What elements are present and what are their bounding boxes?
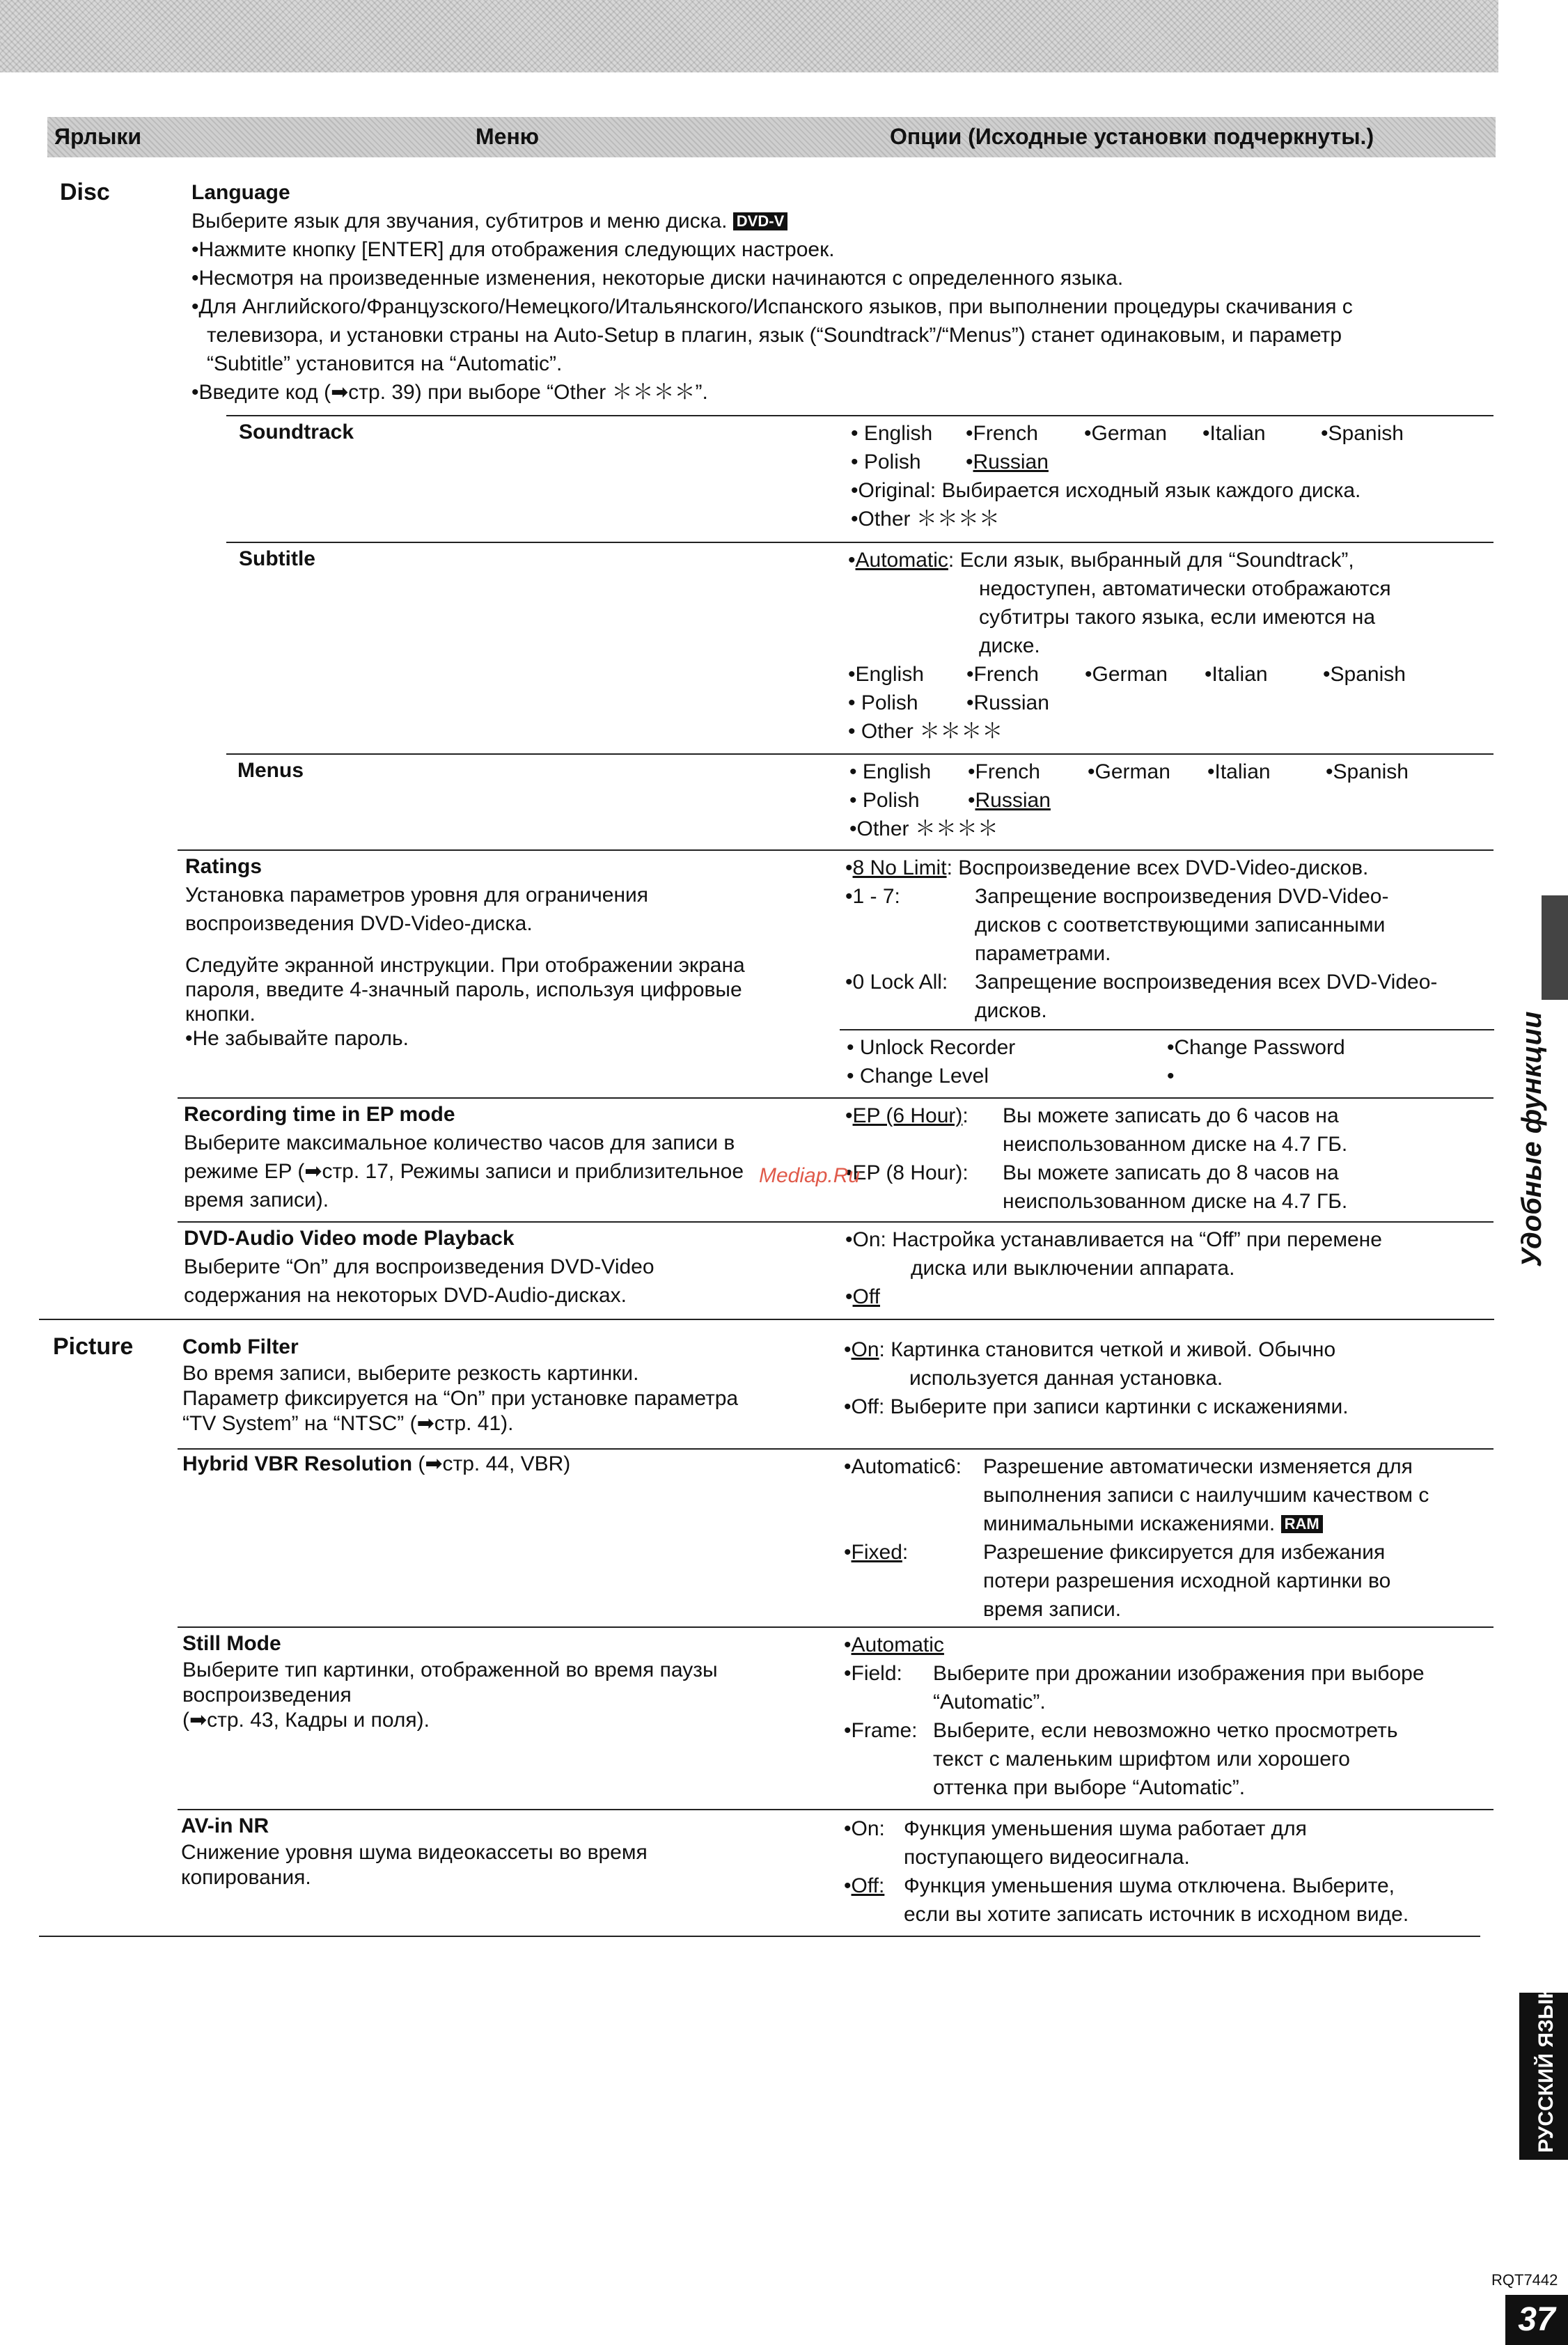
subtitle-row-2	[848, 689, 1496, 717]
opt-ep8: •EP (8 Hour):	[845, 1161, 969, 1184]
ram-badge: RAM	[1281, 1515, 1323, 1533]
opt-polish: • Polish	[849, 789, 920, 812]
category-picture: Picture	[53, 1333, 134, 1360]
divider	[178, 1097, 1493, 1099]
ep6-desc-2: неиспользованном диске на 4.7 ГБ.	[1003, 1133, 1348, 1156]
avin-title: AV-in NR	[181, 1814, 269, 1837]
ratings-desc-3: Следуйте экранной инструкции. При отображении экрана	[185, 954, 745, 977]
language-note-2: •Несмотря на произведенные изменения, некоторые диски начинаются с определенного языка.	[191, 267, 1124, 290]
opt-spanish: •Spanish	[1323, 663, 1406, 686]
subtitle-row-1	[848, 660, 1496, 689]
dvdaudio-on: •On: Настройка устанавливается на “Off” при перемене	[845, 1228, 1382, 1251]
still-field-desc: Выберите при дрожании изображения при выборе	[933, 1662, 1425, 1685]
divider	[226, 753, 1493, 755]
still-left	[182, 1629, 837, 1733]
still-desc-3: (➡стр. 43, Кадры и поля).	[182, 1709, 430, 1732]
opt-italian: •Italian	[1207, 760, 1271, 783]
opt-off-default: Off	[852, 1285, 880, 1308]
soundtrack-row-2: • Polish •Russian	[851, 448, 1491, 476]
hybrid-title: Hybrid VBR Resolution	[182, 1452, 413, 1475]
comb-off: •Off: Выберите при записи картинки с искажениями.	[844, 1395, 1349, 1418]
soundtrack-other: •Other ＊＊＊＊	[851, 508, 1000, 531]
opt-field: •Field:	[844, 1662, 902, 1685]
divider	[178, 1809, 1493, 1810]
change-level: • Change Level	[847, 1065, 989, 1088]
still-desc-1: Выберите тип картинки, отображенной во время паузы	[182, 1658, 718, 1681]
divider	[226, 415, 1493, 416]
dvdaudio-title: DVD-Audio Video mode Playback	[184, 1227, 515, 1250]
opt-german: •German	[1085, 663, 1168, 686]
ep-desc-1: Выберите максимальное количество часов для записи в	[184, 1131, 735, 1154]
avin-on-desc-2: поступающего видеосигнала.	[904, 1846, 1190, 1869]
opt-automatic-default: Automatic	[855, 549, 948, 572]
soundtrack-row-1	[851, 419, 1491, 448]
divider	[39, 1319, 1494, 1320]
language-note-4: •Введите код (➡стр. 39) при выборе “Other ＊＊＊＊”.	[191, 381, 708, 404]
subtitle-other: • Other ＊＊＊＊	[848, 720, 1003, 743]
opt-russian-default: Russian	[973, 450, 1049, 473]
comb-on-desc-2: используется данная установка.	[909, 1367, 1223, 1390]
unlock-recorder: • Unlock Recorder	[847, 1036, 1016, 1059]
blank-bullet: •	[1167, 1065, 1175, 1088]
menus-options	[849, 758, 1497, 843]
ratings-lock-all-desc: Запрещение воспроизведения всех DVD-Video-	[975, 971, 1438, 994]
opt-french: •French	[966, 663, 1039, 686]
still-frame-desc-2: текст с маленьким шрифтом или хорошего	[933, 1748, 1350, 1771]
hybrid-auto-desc: Разрешение автоматически изменяется для	[983, 1455, 1413, 1478]
opt-on-default: On	[851, 1338, 879, 1361]
opt-on: •On:	[844, 1817, 885, 1840]
section-marker	[1542, 895, 1568, 1000]
soundtrack-title: Soundtrack	[239, 421, 354, 444]
divider	[178, 1221, 1493, 1223]
ratings-desc-1: Установка параметров уровня для ограничения	[185, 884, 649, 907]
ratings-password	[847, 1033, 1501, 1090]
still-frame-desc: Выберите, если невозможно четко просмотреть	[933, 1719, 1398, 1742]
menus-row-1	[849, 758, 1497, 786]
dvdaudio-left	[184, 1224, 838, 1310]
subtitle-auto-desc: : Если язык, выбранный для “Soundtrack”,	[948, 549, 1354, 572]
opt-german: •German	[1084, 422, 1167, 445]
still-frame-desc-3: оттенка при выборе “Automatic”.	[933, 1776, 1246, 1799]
hybrid-options: •Automatic6: Разрешение автоматически изменяется для выполнения записи с наилучшим качеством с минимальными искажениями. RAM •Fixed: Разрешение фиксируется для избежания потери разрешения исходной картинки во время записи.	[844, 1452, 1505, 1624]
hybrid-fixed-desc-3: время записи.	[983, 1598, 1122, 1621]
still-options: •Automatic •Field: Выберите при дрожании изображения при выборе “Automatic”. •Frame: Выберите, если невозможно четко просмотреть текст с маленьким шрифтом или хорошего оттенка при выборе “Automatic”.	[844, 1631, 1505, 1802]
ratings-left	[185, 852, 833, 1051]
ratings-lock-all: •0 Lock All:	[845, 971, 948, 994]
avin-desc-2: копирования.	[181, 1866, 311, 1889]
comb-left	[182, 1333, 837, 1436]
subtitle-auto-desc-4: диске.	[979, 634, 1040, 657]
divider	[39, 1936, 1480, 1937]
ep8-desc: Вы можете записать до 8 часов на	[1003, 1161, 1339, 1184]
menus-title: Menus	[237, 759, 304, 782]
dvdaudio-desc-2: содержания на некоторых DVD-Audio-дисках.	[184, 1284, 627, 1307]
hybrid-fixed-desc-2: потери разрешения исходной картинки во	[983, 1569, 1391, 1592]
hybrid-left	[182, 1450, 837, 1478]
ratings-desc-4: пароля, введите 4-значный пароль, используя цифровые	[185, 978, 742, 1001]
comb-desc-2: Параметр фиксируется на “On” при установке параметра	[182, 1387, 739, 1410]
opt-italian: •Italian	[1202, 422, 1266, 445]
header-options: Опции (Исходные установки подчеркнуты.)	[890, 124, 1374, 149]
avin-left	[181, 1812, 836, 1890]
opt-english: • English	[851, 422, 933, 445]
opt-french: •French	[966, 422, 1038, 445]
header-menu: Меню	[476, 124, 540, 149]
ratings-lock-all-desc-2: дисков.	[975, 999, 1047, 1022]
top-band	[0, 0, 1498, 72]
language-note-1: •Нажмите кнопку [ENTER] для отображения следующих настроек.	[191, 238, 835, 261]
language-note-3a: •Для Английского/Французского/Немецкого/Итальянского/Испанского языков, при выполнении процедуры скачивания с	[191, 295, 1353, 318]
ratings-1-7-desc: Запрещение воспроизведения DVD-Video-	[975, 885, 1389, 908]
opt-english: • English	[849, 760, 932, 783]
ep6-desc: Вы можете записать до 6 часов на	[1003, 1104, 1339, 1127]
model-code: RQT7442	[1491, 2271, 1558, 2289]
opt-ep6-default: EP (6 Hour)	[852, 1104, 963, 1127]
ratings-desc-2: воспроизведения DVD-Video-диска.	[185, 912, 533, 935]
subtitle-auto-desc-3: субтитры такого языка, если имеются на	[979, 606, 1376, 629]
opt-no-limit-default: 8 No Limit	[852, 856, 947, 879]
dvdaudio-on-desc: диска или выключении аппарата.	[911, 1257, 1235, 1280]
comb-desc-3: “TV System” на “NTSC” (➡стр. 41).	[182, 1412, 514, 1435]
ratings-1-7-desc-3: параметрами.	[975, 942, 1111, 965]
ep8-desc-2: неиспользованном диске на 4.7 ГБ.	[1003, 1190, 1348, 1213]
hybrid-auto-desc-3: минимальными искажениями.	[983, 1512, 1276, 1535]
opt-italian: •Italian	[1205, 663, 1268, 686]
header-tabs: Ярлыки	[54, 124, 142, 149]
ep-desc-3: время записи).	[184, 1189, 329, 1211]
opt-spanish: •Spanish	[1321, 422, 1404, 445]
language-note-3c: “Subtitle” установится на “Automatic”.	[207, 352, 563, 375]
divider	[840, 1029, 1494, 1030]
ratings-options: •8 No Limit: Воспроизведение всех DVD-Video-дисков. •1 - 7: Запрещение воспроизведения DVD-Video- дисков с соответствующими записанными параметрами. •0 Lock All: Запрещение воспроизведения всех DVD-Video- дисков.	[845, 854, 1500, 1025]
menus-row-2: • Polish •Russian	[849, 786, 1497, 815]
subtitle-auto-desc-2: недоступен, автоматически отображаются	[979, 577, 1391, 600]
ratings-title: Ratings	[185, 855, 262, 878]
opt-german: •German	[1088, 760, 1170, 783]
watermark: Mediap.Ru	[759, 1164, 861, 1187]
language-note-3b: телевизора, и установки страны на Auto-Setup в плагин, язык (“Soundtrack”/“Menus”) станет одинаковым, и параметр	[207, 324, 1342, 347]
comb-title: Comb Filter	[182, 1335, 299, 1358]
category-disc: Disc	[60, 179, 110, 205]
ep-desc-2: режиме EP (➡стр. 17, Режимы записи и приблизительное	[184, 1160, 744, 1183]
hybrid-auto-desc-2: выполнения записи с наилучшим качеством с	[983, 1484, 1429, 1507]
opt-french: •French	[968, 760, 1040, 783]
subtitle-options: •Automatic: Если язык, выбранный для “Soundtrack”, недоступен, автоматически отображаются субтитры такого языка, если имеются на диске. •English •French •German •Italian •Spanish • Polish •Russian • Other ＊＊＊＊	[848, 546, 1496, 746]
table-header	[47, 117, 1496, 157]
soundtrack-original: •Original: Выбирается исходный язык каждого диска.	[851, 479, 1361, 502]
opt-english: •English	[848, 663, 924, 686]
subtitle-title: Subtitle	[239, 547, 315, 570]
opt-automatic-default: Automatic	[851, 1633, 944, 1656]
opt-spanish: •Spanish	[1326, 760, 1409, 783]
still-field-desc-2: “Automatic”.	[933, 1691, 1046, 1713]
comb-desc-1: Во время записи, выберите резкость картинки.	[182, 1362, 639, 1385]
language-tab-label: РУССКИЙ ЯЗЫК	[1535, 1986, 1558, 2153]
still-title: Still Mode	[182, 1632, 281, 1655]
avin-on-desc: Функция уменьшения шума работает для	[904, 1817, 1307, 1840]
hybrid-fixed-desc: Разрешение фиксируется для избежания	[983, 1541, 1386, 1564]
ep-options: •EP (6 Hour): Вы можете записать до 6 часов на неиспользованном диске на 4.7 ГБ. •EP (8 Hour): Вы можете записать до 8 часов на неиспользованном диске на 4.7 ГБ.	[845, 1101, 1500, 1216]
opt-off-default: Off:	[851, 1874, 885, 1897]
opt-polish: • Polish	[848, 691, 918, 714]
still-desc-2: воспроизведения	[182, 1684, 352, 1707]
ratings-desc-5: кнопки.	[185, 1003, 256, 1026]
opt-frame: •Frame:	[844, 1719, 918, 1742]
page-number: 37	[1505, 2295, 1568, 2345]
avin-off-desc-2: если вы хотите записать источник в исходном виде.	[904, 1903, 1409, 1926]
ratings-1-7: •1 - 7:	[845, 885, 900, 908]
ratings-no-limit-desc: : Воспроизведение всех DVD-Video-дисков.	[946, 856, 1369, 879]
divider	[178, 1626, 1493, 1628]
ratings-1-7-desc-2: дисков с соответствующими записанными	[975, 913, 1386, 936]
opt-polish: • Polish	[851, 450, 921, 473]
avin-desc-1: Снижение уровня шума видеокассеты во время	[181, 1841, 648, 1864]
comb-options: •On: Картинка становится четкой и живой. Обычно используется данная установка. •Off: Выберите при записи картинки с искажениями.	[844, 1335, 1498, 1421]
ep-title: Recording time in EP mode	[184, 1103, 455, 1126]
soundtrack-options	[851, 419, 1491, 533]
ep-left	[184, 1100, 838, 1214]
opt-russian-default: Russian	[975, 789, 1051, 812]
ratings-desc-6: •Не забывайте пароль.	[185, 1027, 409, 1050]
section-label: Удобные функции	[1516, 1011, 1547, 1267]
divider	[226, 542, 1493, 543]
avin-options: •On: Функция уменьшения шума работает для поступающего видеосигнала. •Off: Функция уменьшения шума отключена. Выберите, если вы хотите записать источник в исходном виде.	[844, 1814, 1505, 1929]
avin-off-desc: Функция уменьшения шума отключена. Выберите,	[904, 1874, 1395, 1897]
language-section	[191, 178, 1500, 407]
opt-fixed-default: Fixed	[851, 1541, 902, 1564]
dvdaudio-options: •On: Настройка устанавливается на “Off” при перемене диска или выключении аппарата. •Off	[845, 1225, 1500, 1311]
language-desc: Выберите язык для звучания, субтитров и меню диска. DVD-V	[191, 207, 1500, 235]
menus-other: •Other ＊＊＊＊	[849, 817, 998, 840]
dvd-v-badge: DVD-V	[733, 212, 787, 230]
divider	[178, 849, 1493, 851]
comb-on-desc: : Картинка становится четкой и живой. Обычно	[879, 1338, 1336, 1361]
language-title: Language	[191, 181, 290, 204]
hybrid-ref: (➡стр. 44, VBR)	[412, 1452, 571, 1475]
opt-automatic6: •Automatic6:	[844, 1455, 962, 1478]
opt-russian: •Russian	[966, 691, 1049, 714]
dvdaudio-desc-1: Выберите “On” для воспроизведения DVD-Video	[184, 1255, 654, 1278]
change-password: •Change Password	[1167, 1036, 1345, 1059]
